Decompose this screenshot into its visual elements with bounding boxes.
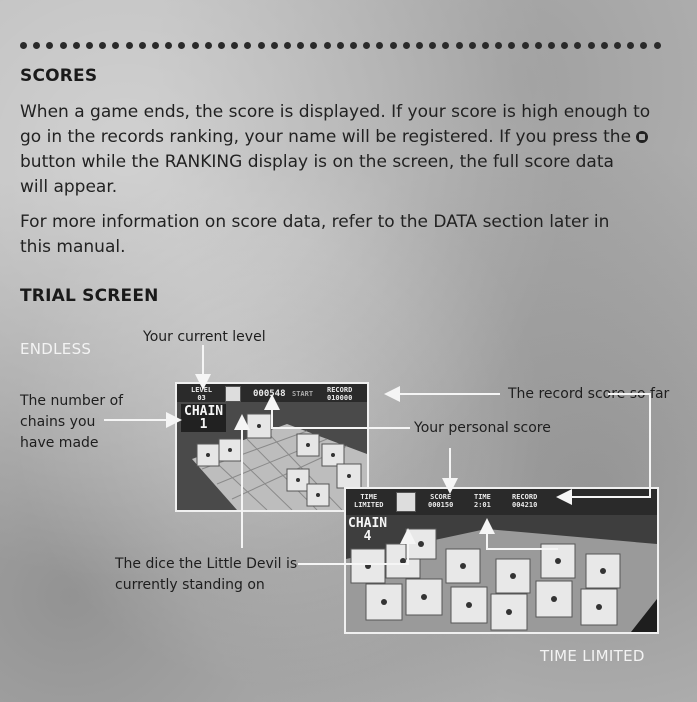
time-limited-score-readout: [428, 493, 453, 509]
scores-heading: SCORES: [20, 66, 98, 86]
endless-chain-counter: [181, 404, 226, 432]
mode-label-line: TIME: [360, 493, 378, 501]
separator-dot: [33, 42, 40, 49]
separator-dot: [376, 42, 383, 49]
dice-caption-line: The dice the Little Devil is: [115, 556, 298, 572]
chain-label: CHAIN: [348, 516, 388, 531]
score-label: SCORE: [430, 493, 452, 501]
time-limited-mode-label: TIME LIMITED: [540, 647, 645, 665]
separator-dot: [192, 42, 199, 49]
record-label: RECORD: [327, 386, 353, 394]
separator-dot: [363, 42, 370, 49]
separator-dot: [99, 42, 106, 49]
time-limited-game-screenshot: [344, 487, 659, 634]
chains-caption-line: chains you: [20, 414, 96, 430]
separator-dot: [601, 42, 608, 49]
separator-dot: [442, 42, 449, 49]
time-limited-record-readout: [512, 493, 537, 509]
separator-dot: [535, 42, 542, 49]
separator-dot: [178, 42, 185, 49]
scores-text-line: this manual.: [20, 237, 126, 257]
separator-dot: [469, 42, 476, 49]
separator-dot: [522, 42, 529, 49]
separator-dot: [258, 42, 265, 49]
separator-dot: [244, 42, 251, 49]
separator-dot: [20, 42, 27, 49]
separator-dot: [324, 42, 331, 49]
separator-dot: [495, 42, 502, 49]
separator-dot: [46, 42, 53, 49]
separator-dot: [152, 42, 159, 49]
time-label: TIME: [474, 493, 491, 501]
time-limited-mode-readout: [354, 493, 384, 509]
endless-level-readout: [191, 386, 212, 402]
separator-dot: [588, 42, 595, 49]
separator-dot: [271, 42, 278, 49]
separator-dot: [508, 42, 515, 49]
time-value: 2:01: [474, 501, 491, 509]
endless-mode-label: ENDLESS: [20, 340, 92, 358]
endless-record-readout: [327, 386, 352, 402]
mode-label-line: LIMITED: [354, 501, 384, 509]
separator-dot: [548, 42, 555, 49]
time-remaining-readout: [474, 493, 491, 509]
dice-caption-line: currently standing on: [115, 577, 265, 593]
scores-text-line: When a game ends, the score is displayed. If your score is high enough to: [20, 102, 651, 122]
scores-paragraph-1: [20, 100, 662, 200]
scores-text-line: will appear.: [20, 177, 118, 197]
separator-dot: [86, 42, 93, 49]
separator-dot: [390, 42, 397, 49]
separator-dot: [205, 42, 212, 49]
separator-dot: [627, 42, 634, 49]
separator-dot: [284, 42, 291, 49]
separator-dot: [640, 42, 647, 49]
separator-dot: [231, 42, 238, 49]
separator-dot: [310, 42, 317, 49]
record-score-caption: The record score so far: [508, 386, 670, 402]
separator-dot: [165, 42, 172, 49]
separator-dot: [60, 42, 67, 49]
scores-text-line: [20, 125, 662, 150]
separator-dot: [456, 42, 463, 49]
record-value: 004210: [512, 501, 538, 509]
scores-text-line: button while the RANKING display is on the screen, the full score data: [20, 152, 614, 172]
time-limited-chain-counter: [348, 517, 387, 543]
separator-dot: [112, 42, 119, 49]
separator-dot: [654, 42, 661, 49]
separator-dot: [73, 42, 80, 49]
level-label: LEVEL: [191, 386, 213, 394]
separator-dot: [429, 42, 436, 49]
chains-caption-line: The number of: [20, 393, 124, 409]
record-score-arrow-2: [560, 394, 650, 497]
scores-text-line: For more information on score data, refer to the DATA section later in: [20, 212, 610, 232]
separator-dot: [139, 42, 146, 49]
chains-caption: [20, 391, 123, 454]
level-value: 03: [197, 394, 206, 402]
separator-dot: [482, 42, 489, 49]
separator-dot: [218, 42, 225, 49]
chain-value: 4: [363, 529, 372, 544]
separator-dot: [614, 42, 621, 49]
chain-value: 1: [199, 417, 208, 432]
record-value: 010000: [327, 394, 353, 402]
current-level-caption: Your current level: [143, 329, 266, 345]
devil-dice-icon: [396, 492, 416, 512]
separator-dot: [403, 42, 410, 49]
score-value: 000150: [428, 501, 454, 509]
endless-score-value: 000548: [253, 389, 286, 399]
dotted-separator: [20, 42, 665, 50]
scores-paragraph-2: [20, 210, 662, 260]
chains-caption-line: have made: [20, 435, 99, 451]
endless-game-screenshot: [175, 382, 369, 512]
endless-start-label: START: [292, 390, 314, 398]
time-limited-board-art: [346, 489, 657, 632]
dice-caption: [115, 554, 297, 596]
trial-screen-heading: TRIAL SCREEN: [20, 286, 159, 306]
separator-dot: [574, 42, 581, 49]
personal-score-caption: Your personal score: [414, 420, 551, 436]
separator-dot: [416, 42, 423, 49]
separator-dot: [337, 42, 344, 49]
separator-dot: [561, 42, 568, 49]
devil-dice-icon: [225, 386, 241, 402]
scores-text-line-2: go in the records ranking, your name will be registered. If you press the: [20, 127, 632, 147]
separator-dot: [126, 42, 133, 49]
separator-dot: [297, 42, 304, 49]
square-button-icon: [636, 131, 648, 143]
record-label: RECORD: [512, 493, 538, 501]
chain-label: CHAIN: [184, 404, 224, 419]
endless-board-art: [177, 384, 367, 510]
separator-dot: [350, 42, 357, 49]
